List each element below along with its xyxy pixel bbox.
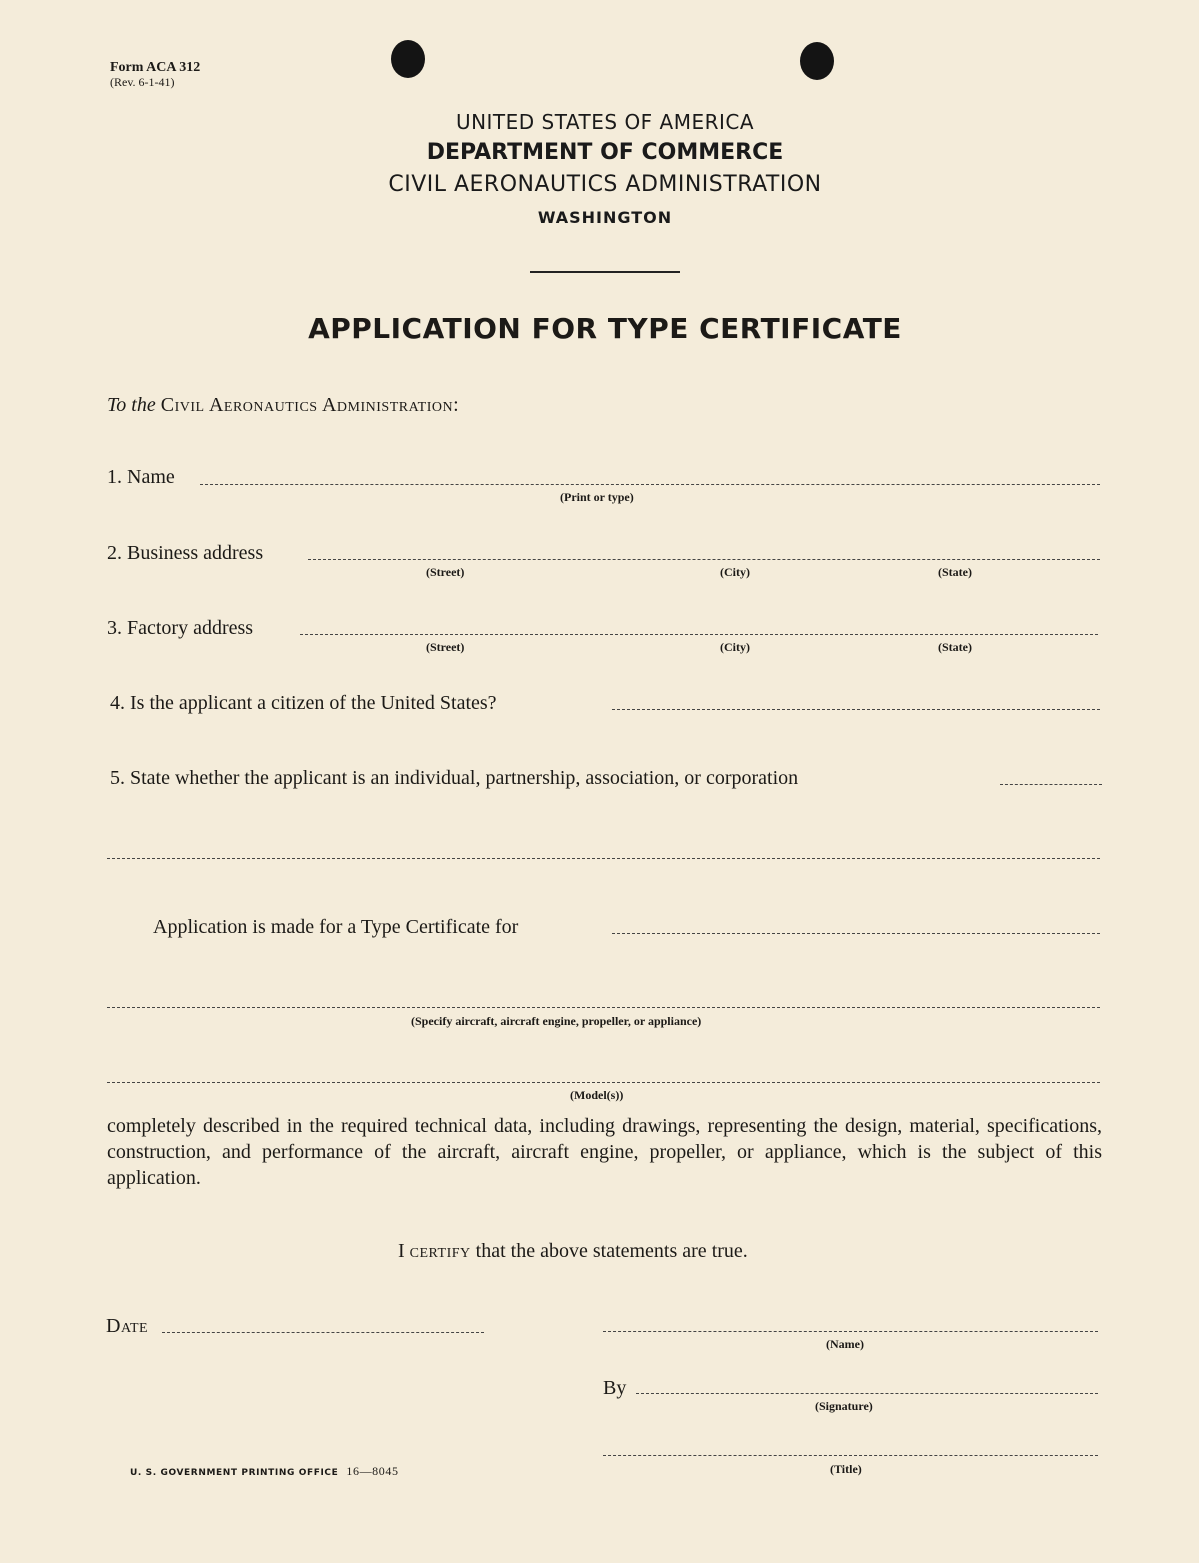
- salutation-addressee: Civil Aeronautics Administration: [160, 394, 454, 416]
- date-input-line[interactable]: [162, 1332, 484, 1333]
- business-address-label: 2. Business address: [107, 542, 264, 564]
- certification-statement: [398, 1240, 748, 1263]
- factory-address-label: 3. Factory address: [107, 617, 254, 639]
- factory-city-caption: (City): [720, 640, 750, 654]
- header-line-4: WASHINGTON: [537, 208, 673, 227]
- certify-word: certify: [409, 1240, 471, 1262]
- entity-question: 5. State whether the applicant is an individual, partnership, association, or corporation: [110, 767, 799, 789]
- certify-prefix: I: [398, 1240, 405, 1262]
- punch-hole-left: [391, 40, 425, 78]
- business-state-caption: (State): [938, 565, 972, 579]
- business-city-caption: (City): [720, 565, 750, 579]
- application-input-line[interactable]: [612, 933, 1100, 934]
- signer-name-input-line[interactable]: [603, 1331, 1098, 1332]
- salutation-prefix: To the: [107, 394, 156, 416]
- date-label: Date: [106, 1315, 149, 1337]
- printer-imprint: [130, 1464, 399, 1479]
- citizen-input-line[interactable]: [612, 709, 1100, 710]
- salutation: [107, 394, 459, 417]
- model-input-line[interactable]: [107, 1082, 1100, 1083]
- factory-street-caption: (Street): [426, 640, 465, 654]
- signature-caption: (Signature): [815, 1399, 873, 1413]
- entity-input-line[interactable]: [1000, 784, 1102, 785]
- form-number: Form ACA 312: [110, 60, 201, 75]
- title-input-line[interactable]: [603, 1455, 1098, 1456]
- printer-name: U. S. GOVERNMENT PRINTING OFFICE: [130, 1468, 339, 1478]
- description-paragraph: completely described in the required technical data, including drawings, representing the design, material, specifications, construction, and performance of the aircraft, aircraft engine, propeller, or appliance, which is the subject of this application.: [107, 1115, 1102, 1189]
- name-caption: (Print or type): [560, 490, 634, 504]
- signature-input-line[interactable]: [636, 1393, 1098, 1394]
- business-street-caption: (Street): [426, 565, 465, 579]
- salutation-suffix: :: [453, 394, 459, 416]
- header-line-1: UNITED STATES OF AMERICA: [455, 110, 755, 134]
- factory-address-input-line[interactable]: [300, 634, 1098, 635]
- header-line-3: CIVIL AERONAUTICS ADMINISTRATION: [388, 172, 822, 197]
- specify-caption: (Specify aircraft, aircraft engine, propeller, or appliance): [411, 1014, 702, 1028]
- by-label: By: [603, 1377, 627, 1399]
- entity-input-line-2[interactable]: [107, 858, 1100, 859]
- punch-hole-right: [800, 42, 834, 80]
- factory-state-caption: (State): [938, 640, 972, 654]
- citizen-question: 4. Is the applicant a citizen of the United States?: [110, 692, 497, 714]
- business-address-input-line[interactable]: [308, 559, 1100, 560]
- certify-suffix: that the above statements are true.: [475, 1240, 748, 1262]
- model-caption: (Model(s)): [570, 1088, 624, 1102]
- printer-code: 16—8045: [346, 1464, 399, 1478]
- form-number-block: [110, 60, 200, 90]
- header-line-2: DEPARTMENT OF COMMERCE: [426, 140, 784, 165]
- application-label: Application is made for a Type Certificate for: [153, 916, 519, 938]
- form-revision: (Rev. 6-1-41): [110, 75, 175, 89]
- signer-name-caption: (Name): [826, 1337, 864, 1351]
- title-caption: (Title): [830, 1462, 862, 1476]
- name-input-line[interactable]: [200, 484, 1100, 485]
- specify-input-line[interactable]: [107, 1007, 1100, 1008]
- header-divider: [530, 271, 680, 273]
- name-label: 1. Name: [107, 466, 175, 488]
- page-title: APPLICATION FOR TYPE CERTIFICATE: [308, 312, 902, 345]
